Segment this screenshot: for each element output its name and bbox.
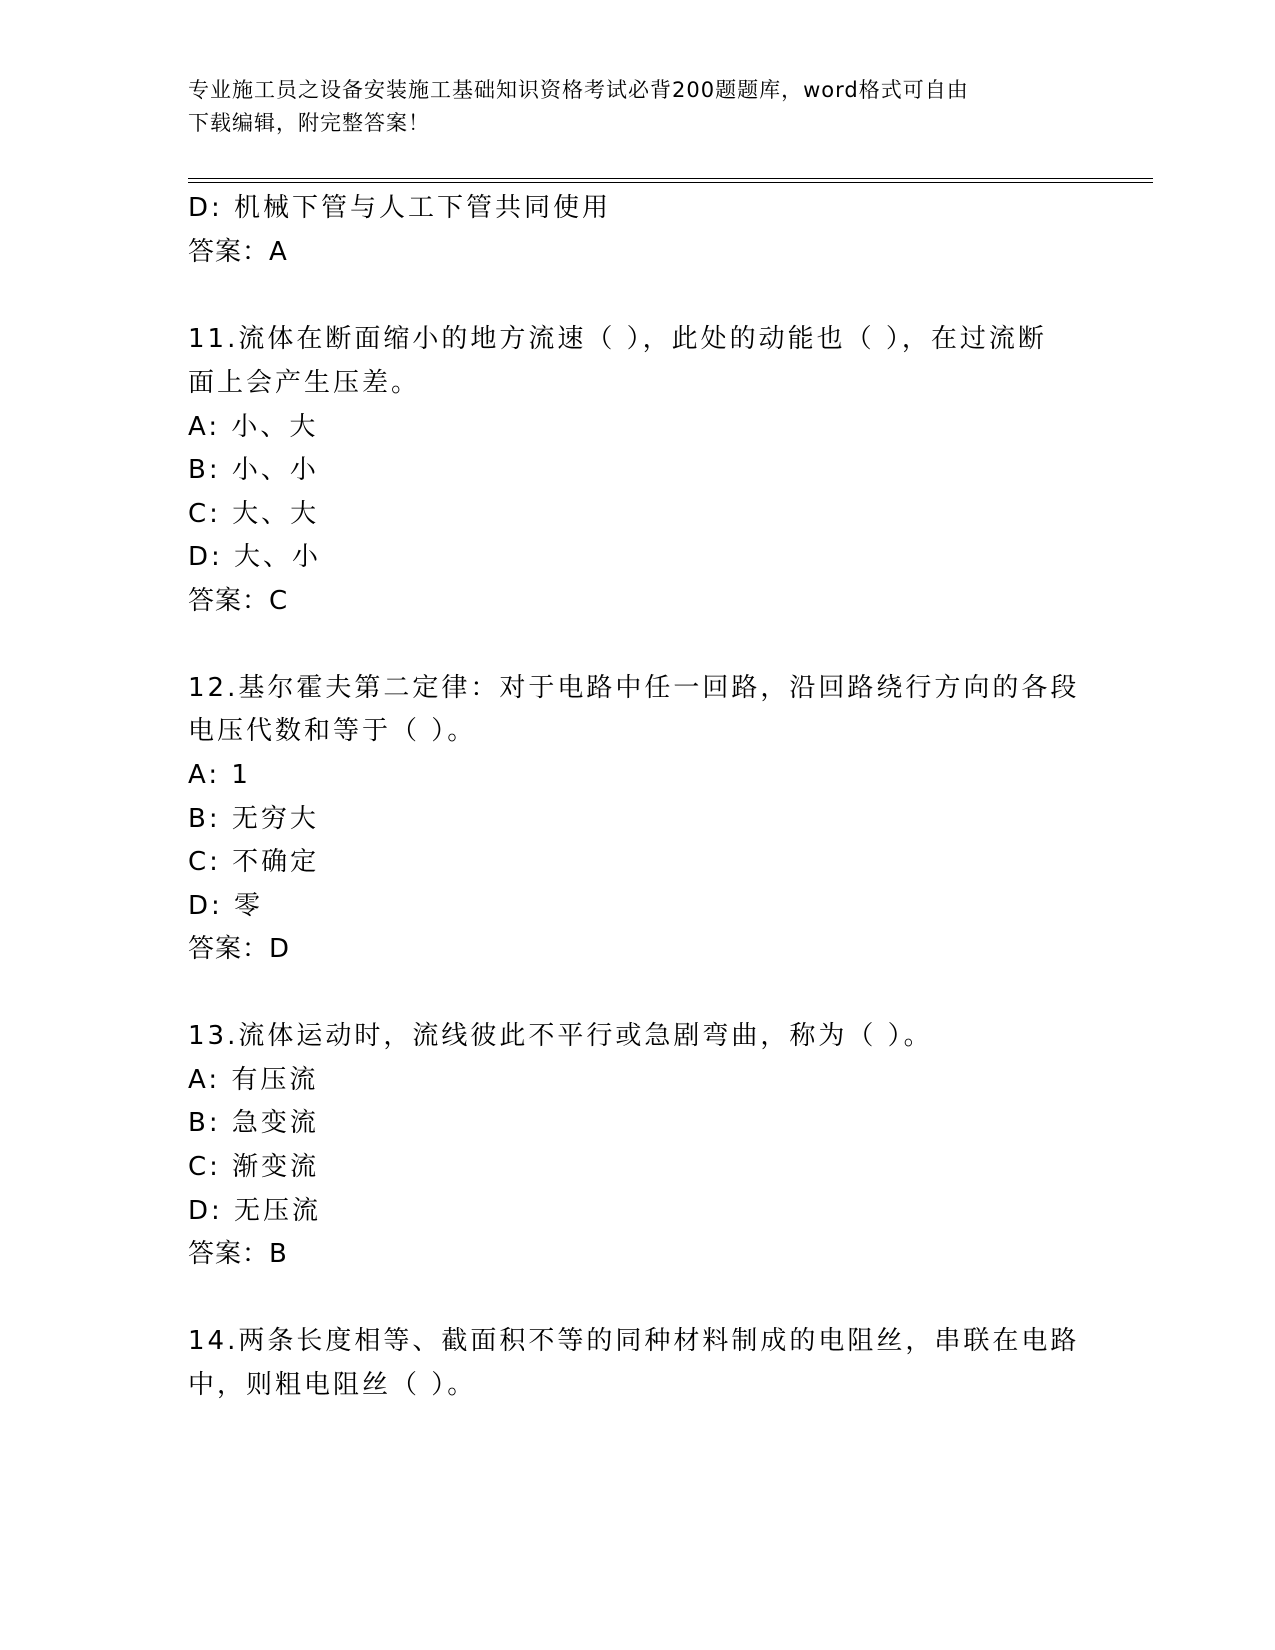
document-header: [188, 74, 1068, 140]
q11-stem-line-2: 面上会产生压差。: [188, 368, 421, 398]
q12-option-a: A: 1: [188, 760, 251, 790]
prev-answer: 答案：A: [188, 237, 288, 267]
q11-option-a: A: 小、大: [188, 412, 319, 442]
q12-answer: 答案：D: [188, 934, 291, 964]
q11-option-b: B: 小、小: [188, 455, 319, 485]
q12-stem-line-1: 12.基尔霍夫第二定律：对于电路中任一回路，沿回路绕行方向的各段: [188, 673, 1080, 703]
q13-option-a: A: 有压流: [188, 1065, 319, 1095]
q14-stem-line-1: 14.两条长度相等、截面积不等的同种材料制成的电阻丝，串联在电路: [188, 1326, 1080, 1356]
q13-option-b: B: 急变流: [188, 1108, 319, 1138]
header-line-2: 下载编辑，附完整答案！: [188, 111, 430, 135]
q11-stem-line-1: 11.流体在断面缩小的地方流速（ ），此处的动能也（ ），在过流断: [188, 324, 1047, 354]
q12-stem-line-2: 电压代数和等于（ ）。: [188, 716, 477, 746]
q11-option-c: C: 大、大: [188, 499, 320, 529]
q13-stem-line-1: 13.流体运动时，流线彼此不平行或急剧弯曲，称为（ ）。: [188, 1021, 933, 1051]
q14-stem-line-2: 中，则粗电阻丝（ ）。: [188, 1370, 477, 1400]
header-rule-top: [188, 178, 1153, 179]
q12-option-b: B: 无穷大: [188, 804, 319, 834]
header-line-1: 专业施工员之设备安装施工基础知识资格考试必背200题题库，word格式可自由: [188, 78, 969, 102]
q12-option-d: D: 零: [188, 891, 264, 921]
q13-answer: 答案：B: [188, 1239, 288, 1269]
q11-answer: 答案：C: [188, 586, 289, 616]
q13-option-c: C: 渐变流: [188, 1152, 320, 1182]
q12-option-c: C: 不确定: [188, 847, 320, 877]
q11-option-d: D: 大、小: [188, 542, 322, 572]
header-rule-bottom: [188, 182, 1153, 183]
prev-option-d: D: 机械下管与人工下管共同使用: [188, 193, 612, 223]
q13-option-d: D: 无压流: [188, 1196, 322, 1226]
